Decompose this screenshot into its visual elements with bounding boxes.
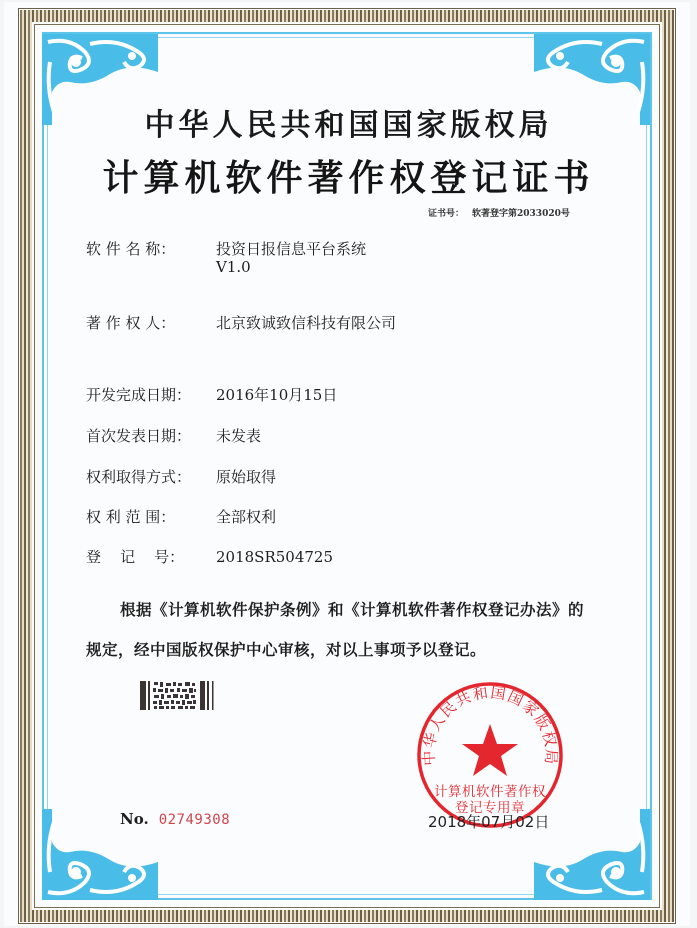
svg-text:中华人民共和国国家版权局: 中华人民共和国国家版权局 <box>419 683 561 767</box>
field-value: 北京致诚致信科技有限公司 <box>216 314 397 332</box>
statement-line-1: 根据《计算机软件保护条例》和《计算机软件著作权登记办法》的 <box>120 600 585 619</box>
field-registration-number <box>86 546 333 567</box>
field-value: 投资日报信息平台系统 <box>216 240 367 258</box>
issue-date: 2018年07月02日 <box>428 813 550 831</box>
field-label: 首次发表日期： <box>86 427 192 445</box>
certificate-number <box>428 206 570 219</box>
qr-barcode-icon <box>140 681 220 710</box>
certificate-title: 计算机软件著作权登记证书 <box>102 157 595 199</box>
star-icon <box>462 724 518 776</box>
certificate-number-label: 证书号： <box>428 209 465 219</box>
field-label: 权利取得方式： <box>86 468 192 486</box>
field-value: 原始取得 <box>216 468 277 486</box>
field-label: 软 件 名 称： <box>86 240 176 258</box>
serial-label: No. <box>120 810 149 828</box>
field-label: 登 记 号： <box>86 548 185 566</box>
statement-line-2: 规定，经中国版权保护中心审核，对以上事项予以登记。 <box>86 640 487 659</box>
field-first-publication-date <box>86 425 261 446</box>
field-label: 著 作 权 人： <box>86 314 176 332</box>
serial-value: 02749308 <box>158 812 231 828</box>
field-software-name <box>86 238 367 276</box>
serial-number <box>120 810 230 828</box>
field-acquisition-method <box>86 466 276 487</box>
field-label: 开发完成日期： <box>86 386 192 404</box>
certificate-number-value: 软著登字第2033020号 <box>472 209 570 219</box>
seal-line-1: 计算机软件著作权 <box>434 784 546 800</box>
field-value: 2016年10月15日 <box>216 386 338 404</box>
field-value: 全部权利 <box>216 508 277 526</box>
field-rights-scope <box>86 506 276 527</box>
seal-line-2: 登记专用章 <box>455 800 525 816</box>
field-value: 未发表 <box>216 427 262 445</box>
field-version: V1.0 <box>216 258 251 276</box>
field-value: 2018SR504725 <box>216 548 334 566</box>
field-copyright-owner <box>86 312 396 333</box>
field-label: 权 利 范 围： <box>86 508 176 526</box>
issuer-title: 中华人民共和国国家版权局 <box>144 108 553 143</box>
field-dev-completion-date <box>86 384 337 405</box>
official-seal <box>415 680 565 830</box>
